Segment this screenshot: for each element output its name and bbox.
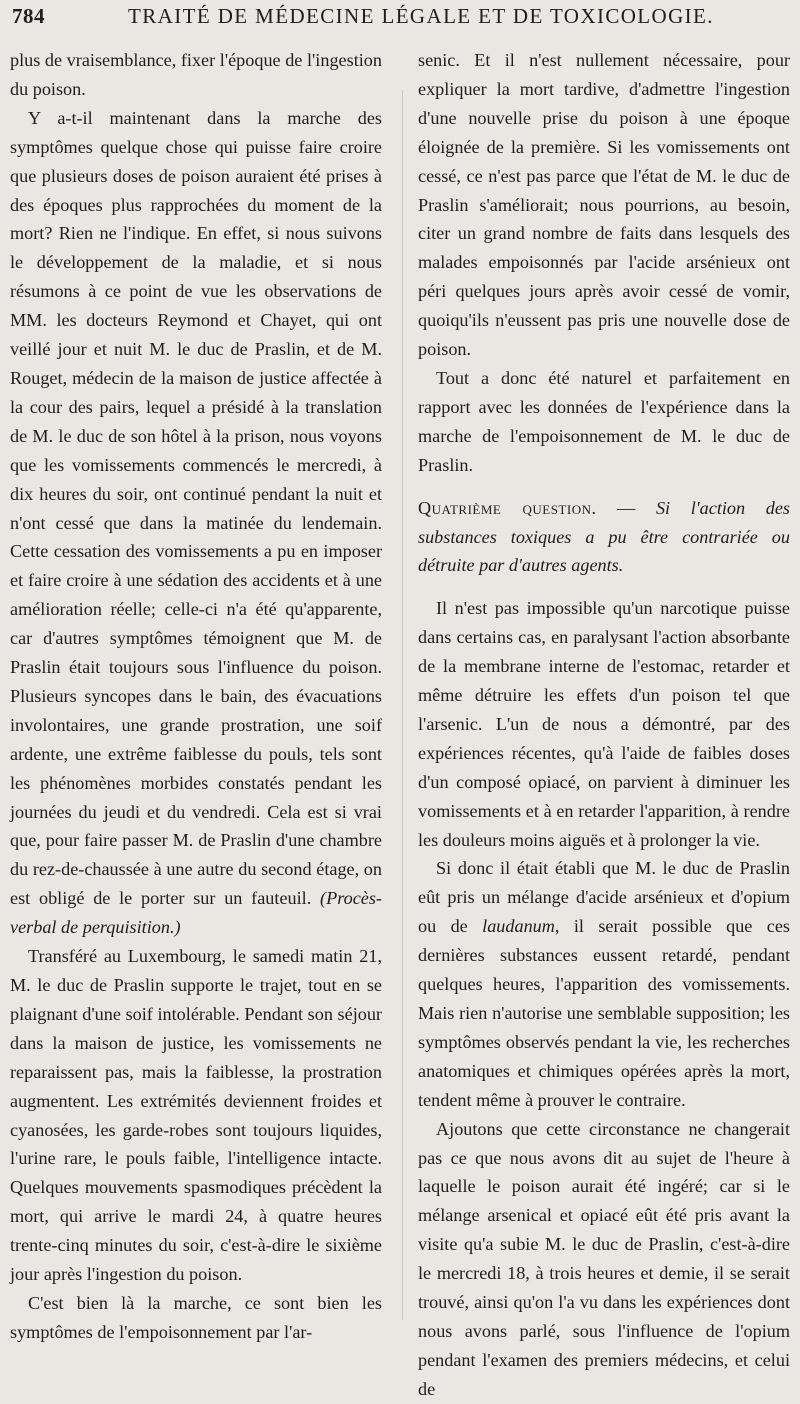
heading-dash: — — [596, 497, 656, 518]
paragraph-text: Y a-t-il maintenant dans la marche des symptômes quelque chose qui puisse faire croire que plusieurs doses de poison auraient été prises à des époques plus rapprochées du moment de la mort? Rien ne l'indique. En effet, si nous suivons le développement de la maladie, et si nous résumons à ce point de vue les observations de MM. les docteurs Reymond et Chayet, qui ont veillé jour et nuit M. le duc de Praslin, et de M. Rouget, médecin de la maison de justice affectée à la cour des pairs, lequel a présidé à la translation de M. le duc de son hôtel à la prison, nous voyons que les vomissements commencés le mercredi, à dix heures du soir, ont continué pendant la nuit et n'ont cessé que dans la matinée du lendemain. Cette cessation des vomissements a pu en imposer et faire croire à une sédation des accidents et à une amélioration réelle; celle-ci n'a été qu'apparente, car d'autres symptômes témoignent que M. de Praslin était toujours sous l'influence du poison. Plusieurs syncopes dans le bain, des évacuations involontaires, une grande prostration, une soif ardente, une extrême faiblesse du pouls, tels sont les phénomènes morbides constatés pendant les journées du jeudi et du vendredi. Cela est si vrai que, pour faire passer M. de Praslin d'une chambre du rez-de-chaussée à une autre du second étage, on est obligé de le porter sur un fauteuil. — [10, 107, 382, 909]
question-title: Si l'action des substances toxiques a pu être contrariée ou détruite par d'autres agents. — [418, 497, 790, 576]
paragraph — [418, 854, 790, 1114]
paragraph-text: Si donc il était établi que M. le duc de Praslin eût pris un mélange d'acide arsénieux et d'opium ou de — [418, 858, 790, 937]
column-divider — [402, 90, 403, 1320]
paragraph: Tout a donc été naturel et parfaitement en rapport avec les données de l'expérience dans la marche de l'empoisonnement de M. le duc de Praslin. — [418, 367, 790, 475]
section-heading — [418, 494, 790, 581]
paragraph: plus de vraisemblance, fixer l'époque de l'ingestion du poison. — [10, 50, 382, 99]
citation: (Procès-verbal de perquisition.) — [10, 888, 382, 938]
paragraph: C'est bien là la marche, ce sont bien les symptômes de l'empoisonnement par l'ar- — [10, 1292, 382, 1342]
running-title: TRAITÉ DE MÉDECINE LÉGALE ET DE TOXICOLOGIE. — [128, 4, 714, 28]
paragraph: Transféré au Luxembourg, le samedi matin 21, M. le duc de Praslin supporte le trajet, tout en se plaignant d'une soif intolérable. Pendant son séjour dans la maison de justice, les vomissements ne reparaissent pas, mais la faiblesse, la prostration augmentent. Les extrémités deviennent froides et cyanosées, les garde-robes sont toujours liquides, l'urine rare, le pouls faible, l'intelligence intacte. Quelques mouvements spasmodiques précèdent la mort, qui arrive le mardi 24, à quatre heures trente-cinq minutes du soir, c'est-à-dire le sixième jour après l'ingestion du poison. — [10, 946, 382, 1285]
paragraph: Ajoutons que cette circonstance ne changerait pas ce que nous avons dit au sujet de l'heure à laquelle le poison aurait été ingéré; car si le mélange arsenical et opiacé eût été pris avant la visite qu'a subie M. le duc de Praslin, c'est-à-dire le mercredi 18, à trois heures et demie, il se serait trouvé, ainsi qu'on l'a vu dans les expériences dont nous avons parlé, sous l'influence de l'opium pendant l'examen des premiers médecins, et celui de — [418, 1118, 790, 1399]
paragraph — [10, 104, 382, 942]
paragraph: Il n'est pas impossible qu'un narcotique puisse dans certains cas, en paralysant l'action absorbante de la membrane interne de l'estomac, retarder et même détruire les effets d'un poison tel que l'arsenic. L'un de nous a démontré, par des expériences récentes, qu'à l'aide de faibles doses d'un composé opiacé, on parvient à diminuer les vomissements et à en retarder l'apparition, à rendre les douleurs moins aiguës et à prolonger la vie. — [418, 598, 790, 850]
paragraph-text: , il serait possible que ces dernières substances eussent retardé, pendant quelques heures, l'apparition des vomissements. Mais rien n'autorise une semblable supposition; les symptômes observés pendant la vie, les recherches anatomiques et chimiques opérées après la mort, tendent même à prouver le contraire. — [418, 916, 790, 1110]
page-header — [10, 4, 790, 32]
question-label: Quatrième question. — [418, 497, 597, 518]
left-column — [10, 46, 382, 1347]
page-number: 784 — [12, 4, 45, 28]
right-column — [418, 46, 790, 1404]
paragraph: senic. Et il n'est nullement nécessaire, pour expliquer la mort tardive, d'admettre l'ingestion d'une nouvelle prise du poison à une époque éloignée de la première. Si les vomissements ont cessé, ce n'est pas parce que l'état de M. le duc de Praslin s'améliorait; nous pourrions, au besoin, citer un grand nombre de faits dans lesquels des malades empoisonnés par l'acide arsénieux ont péri quelques jours après avoir cessé de vomir, quoiqu'ils n'eussent pas pris une nouvelle dose de poison. — [418, 50, 790, 360]
italic-term: laudanum — [482, 916, 555, 937]
